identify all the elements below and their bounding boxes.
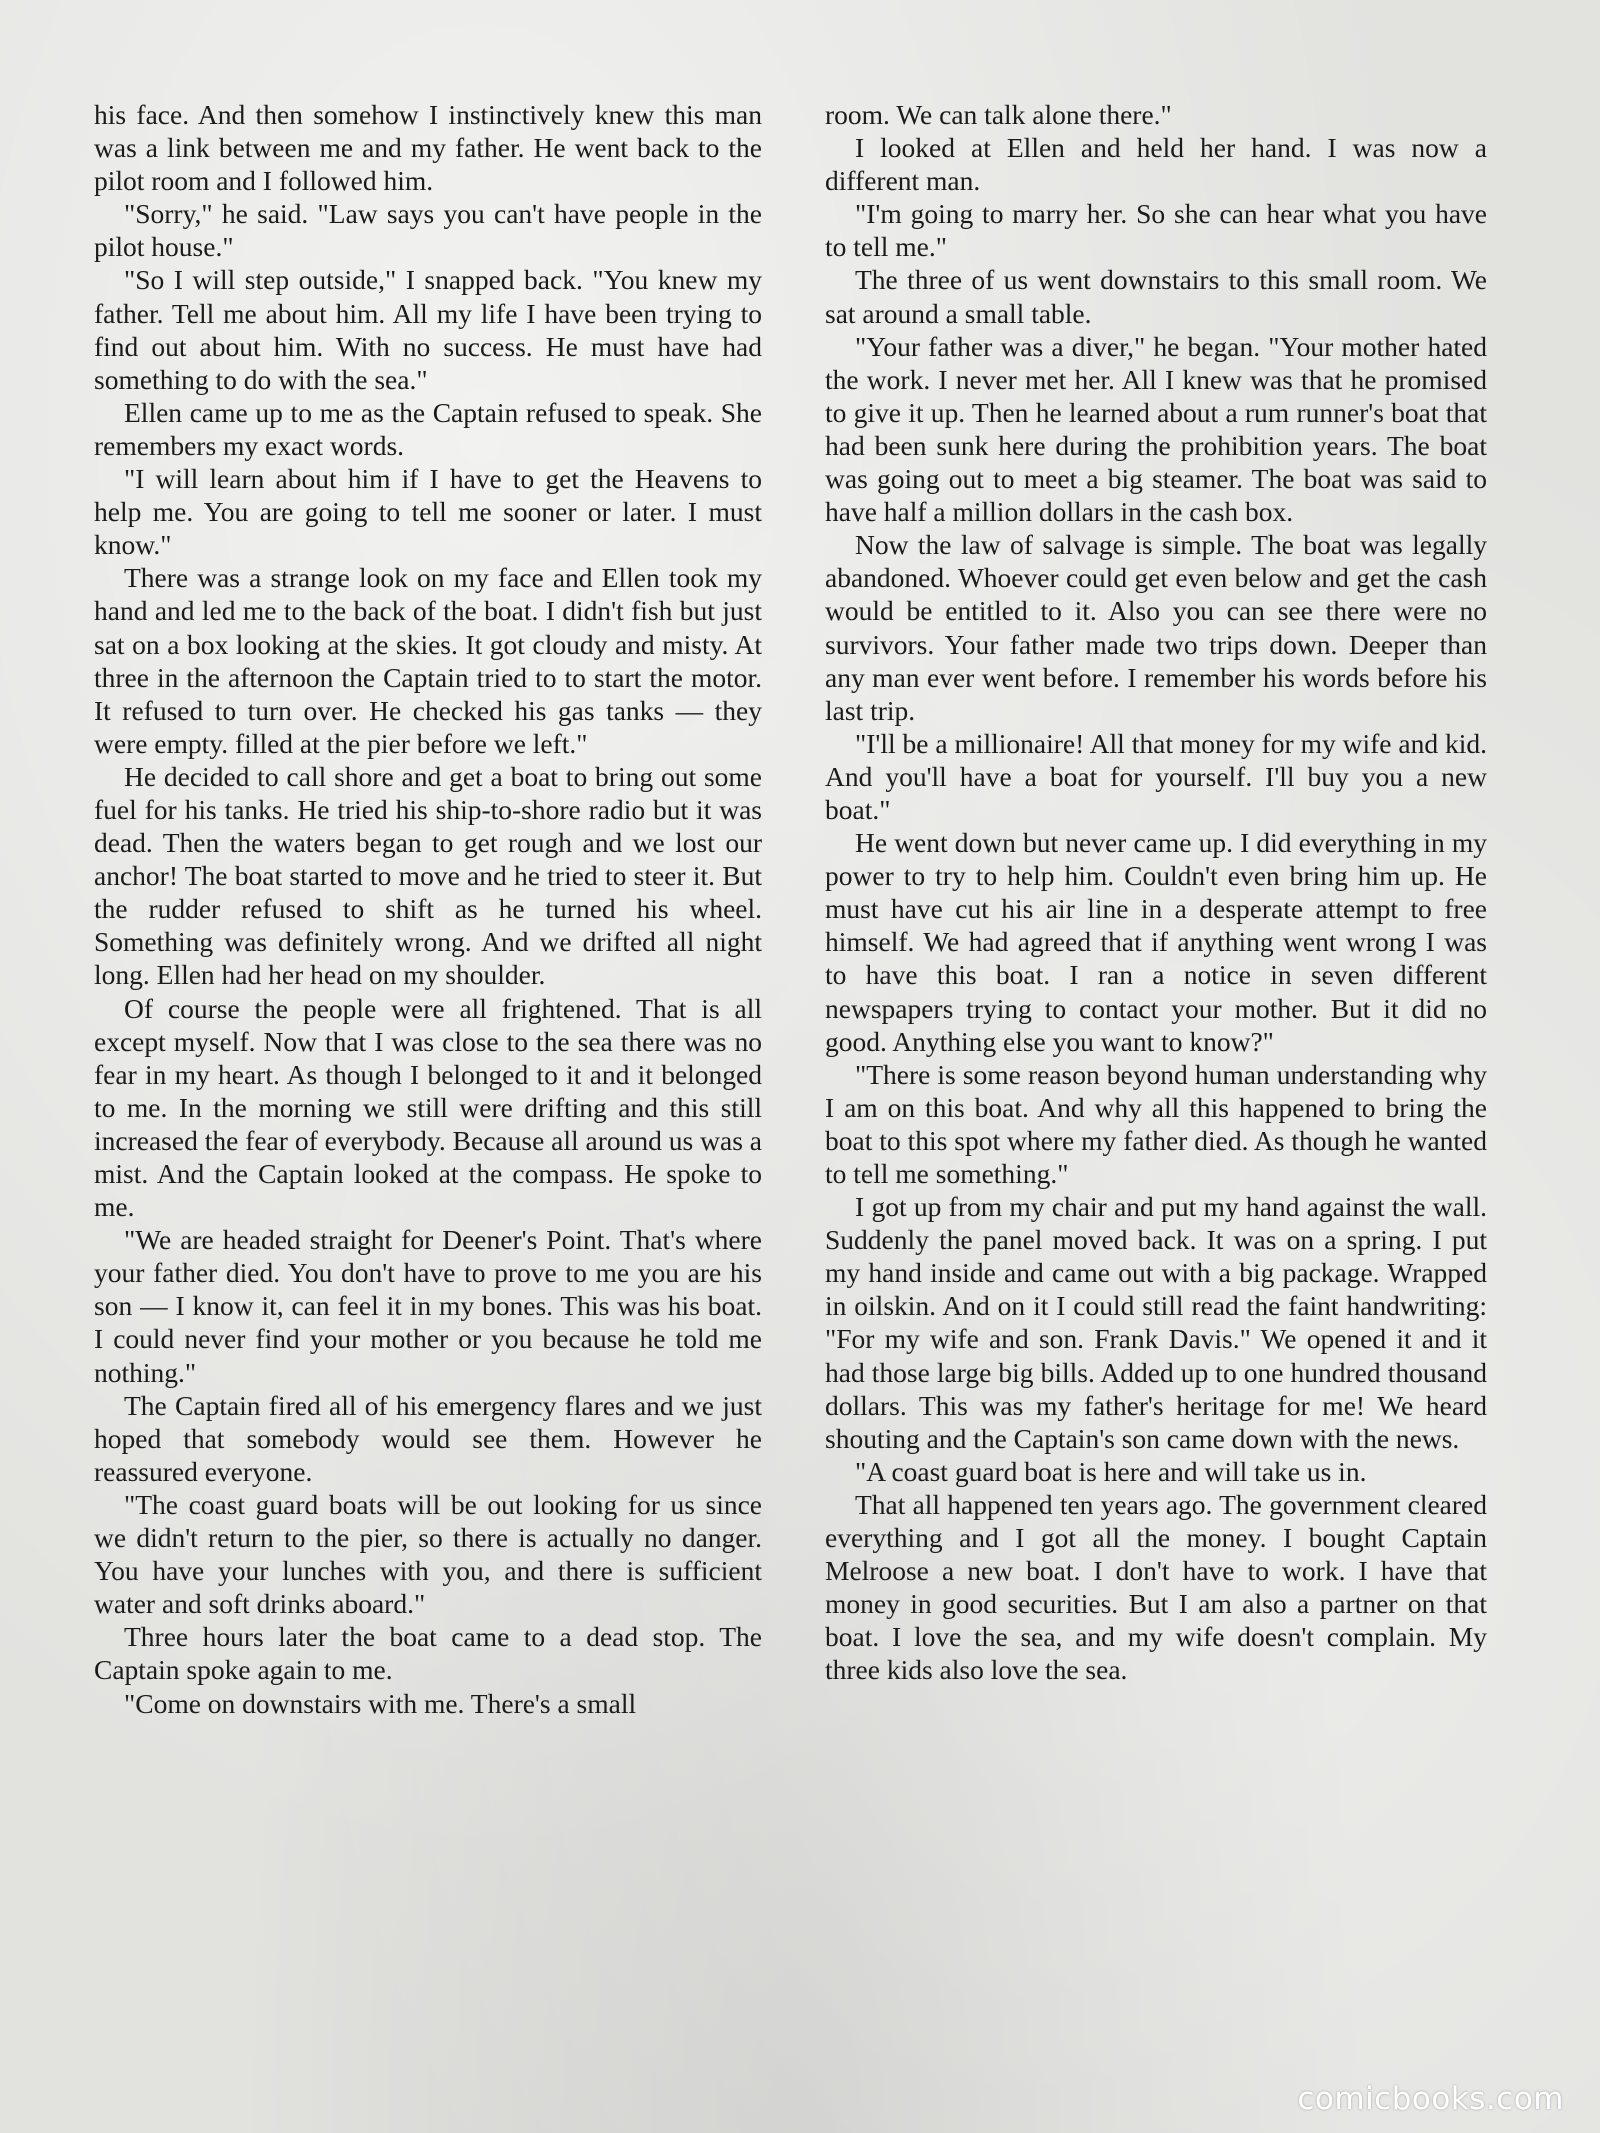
paragraph: "Your father was a diver," he began. "Your mother hated the work. I never met her. All I knew was that he promised to give it up. Then he learned about a rum runner's boat that had been sunk here during the prohibition years. The boat was going out to meet a big steamer. The boat was said to have half a million dollars in the cash box. [825,330,1487,528]
paragraph: "There is some reason beyond human understanding why I am on this boat. And why all this happened to bring the boat to this spot where my father died. As though he wanted to tell me something." [825,1058,1487,1189]
paragraph: room. We can talk alone there." [825,99,1172,130]
paragraph: I got up from my chair and put my hand against the wall. Suddenly the panel moved back. It was on a spring. I put my hand inside and came out with a big package. Wrapped in oilskin. And on it I could still read the faint handwriting: "For my wife and son. Frank Davis." We opened it and it had those large big bills. Added up to one hundred thousand dollars. This was my father's heritage for me! We heard shouting and the Captain's son came down with the news. [825,1191,1487,1454]
paragraph: The Captain fired all of his emergency flares and we just hoped that somebody would see them. However he reassured everyone. [94,1389,762,1487]
paragraph: "Come on downstairs with me. There's a small [124,1687,637,1719]
left-column [94,98,762,1720]
paragraph: "Sorry," he said. "Law says you can't have people in the pilot house." [94,198,762,263]
paragraph: his face. And then somehow I instinctively knew this man was a link between me and my father. He went back to the pilot room and I followed him. [94,99,762,197]
paragraph: Ellen came up to me as the Captain refused to speak. She remembers my exact words. [94,396,762,461]
paragraph: "We are headed straight for Deener's Point. That's where your father died. You don't have to prove to me you are his son — I know it, can feel it in my bones. This was his boat. I could never find your mother or you because he told me nothing." [94,1224,762,1388]
paragraph: "I will learn about him if I have to get the Heavens to help me. You are going to tell me sooner or later. I must know." [94,463,762,561]
right-column [825,98,1487,1687]
paragraph: "A coast guard boat is here and will take us in. [855,1455,1367,1487]
paragraph: That all happened ten years ago. The government cleared everything and I got all the money. I bought Captain Melroose a new boat. I don't have to work. I have that money in good securities. But I am also a partner on that boat. I love the sea, and my wife doesn't complain. My three kids also love the sea. [825,1488,1487,1686]
paragraph: "The coast guard boats will be out looking for us since we didn't return to the pier, so there is actually no danger. You have your lunches with you, and there is sufficient water and soft drinks aboard." [94,1488,762,1620]
paragraph: He decided to call shore and get a boat to bring out some fuel for his tanks. He tried his ship-to-shore radio but it was dead. Then the waters began to get rough and we lost our anchor! The boat started to move and he tried to steer it. But the rudder refused to shift as he turned his wheel. Something was definitely wrong. And we drifted all night long. Ellen had her head on my shoulder. [94,760,762,991]
paragraph: "I'm going to marry her. So she can hear what you have to tell me." [825,198,1487,263]
paragraph: "I'll be a millionaire! All that money for my wife and kid. And you'll have a boat for yourself. I'll buy you a new boat." [825,727,1487,825]
paragraph: Three hours later the boat came to a dead stop. The Captain spoke again to me. [94,1621,762,1686]
paragraph: "So I will step outside," I snapped back. "You knew my father. Tell me about him. All my life I have been trying to find out about him. With no success. He must have had something to do with the sea." [94,264,762,395]
paragraph: There was a strange look on my face and Ellen took my hand and led me to the back of the boat. I didn't fish but just sat on a box looking at the skies. It got cloudy and misty. At three in the afternoon the Captain tried to to start the motor. It refused to turn over. He checked his gas tanks — they were empty. filled at the pier before we left." [94,562,762,759]
paragraph: Now the law of salvage is simple. The boat was legally abandoned. Whoever could get even below and get the cash would be entitled to it. Also you can see there were no survivors. Your father made two trips down. Deeper than any man ever went before. I remember his words before his last trip. [825,529,1487,726]
watermark: comicbooks.com [1297,2081,1564,2117]
paragraph: I looked at Ellen and held her hand. I was now a different man. [825,132,1487,197]
paragraph: The three of us went downstairs to this small room. We sat around a small table. [825,264,1487,329]
paragraph: Of course the people were all frightened. That is all except myself. Now that I was close to the sea there was no fear in my heart. As though I belonged to it and it belonged to me. In the morning we still were drifting and this still increased the fear of everybody. Because all around us was a mist. And the Captain looked at the compass. He spoke to me. [94,992,762,1223]
paragraph: He went down but never came up. I did everything in my power to try to help him. Couldn't even bring him up. He must have cut his air line in a desperate attempt to free himself. We had agreed that if anything went wrong I was to have this boat. I ran a notice in seven different newspapers trying to contact your mother. But it did no good. Anything else you want to know?" [825,827,1487,1057]
